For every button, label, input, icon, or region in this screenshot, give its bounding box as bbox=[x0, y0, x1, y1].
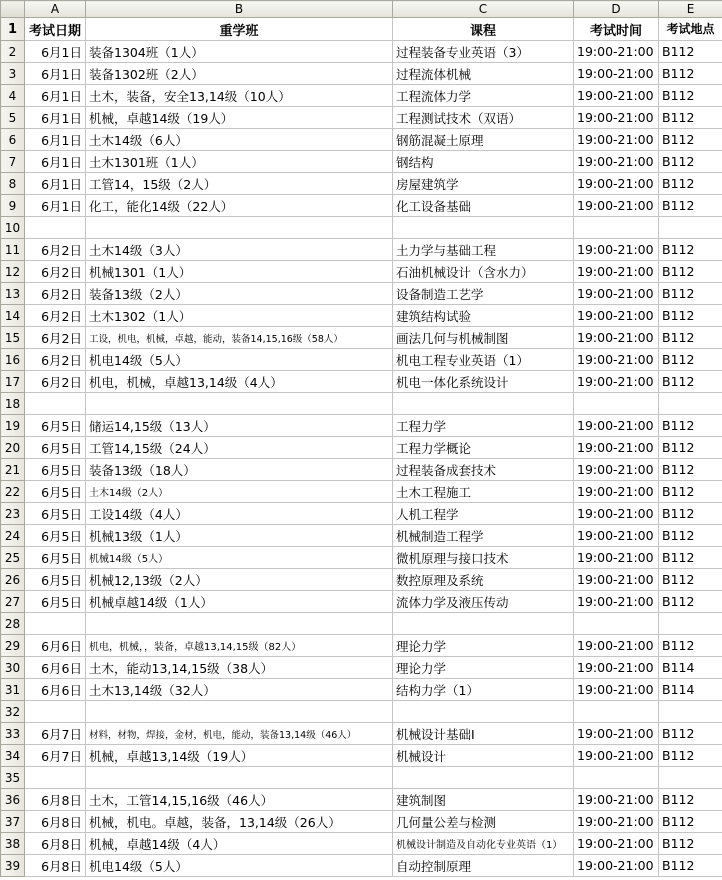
cell-course[interactable]: 建筑制图 bbox=[393, 789, 574, 811]
cell-exam-time[interactable] bbox=[574, 767, 659, 789]
cell-course[interactable]: 理论力学 bbox=[393, 635, 574, 657]
table-row bbox=[1, 789, 722, 811]
column-header-bar bbox=[1, 1, 722, 18]
cell-exam-location[interactable] bbox=[659, 613, 722, 635]
row-number[interactable]: 30 bbox=[1, 657, 25, 679]
row-number[interactable]: 16 bbox=[1, 349, 25, 371]
row-number[interactable]: 39 bbox=[1, 855, 25, 877]
cell-exam-date[interactable]: 6月2日 bbox=[25, 349, 86, 371]
cell-retake-class[interactable]: 机电14级（5人） bbox=[86, 855, 393, 877]
header-retake-class[interactable]: 重学班 bbox=[86, 18, 393, 41]
cell-retake-class[interactable]: 土木，能动13,14,15级（38人） bbox=[86, 657, 393, 679]
cell-exam-time[interactable]: 19:00-21:00 bbox=[574, 503, 659, 525]
cell-exam-date[interactable] bbox=[25, 393, 86, 415]
table-row bbox=[1, 547, 722, 569]
cell-exam-time[interactable]: 19:00-21:00 bbox=[574, 283, 659, 305]
cell-retake-class[interactable] bbox=[86, 767, 393, 789]
table-row bbox=[1, 371, 722, 393]
cell-course[interactable]: 画法几何与机械制图 bbox=[393, 327, 574, 349]
cell-course[interactable]: 化工设备基础 bbox=[393, 195, 574, 217]
cell-exam-location[interactable] bbox=[659, 393, 722, 415]
header-exam-time[interactable]: 考试时间 bbox=[574, 18, 659, 41]
cell-retake-class[interactable]: 机电14级（5人） bbox=[86, 349, 393, 371]
table-row bbox=[1, 63, 722, 85]
cell-exam-location[interactable]: B112 bbox=[659, 151, 722, 173]
cell-exam-time[interactable]: 19:00-21:00 bbox=[574, 745, 659, 767]
cell-exam-location[interactable]: B114 bbox=[659, 657, 722, 679]
row-number[interactable]: 34 bbox=[1, 745, 25, 767]
cell-course[interactable]: 土木工程施工 bbox=[393, 481, 574, 503]
cell-retake-class[interactable]: 机械12,13级（2人） bbox=[86, 569, 393, 591]
cell-exam-location[interactable] bbox=[659, 217, 722, 239]
column-header-b[interactable]: B bbox=[86, 1, 393, 18]
cell-exam-date[interactable]: 6月1日 bbox=[25, 129, 86, 151]
table-row bbox=[1, 613, 722, 635]
cell-course[interactable]: 结构力学（1） bbox=[393, 679, 574, 701]
cell-retake-class[interactable]: 装备13级（2人） bbox=[86, 283, 393, 305]
table-row bbox=[1, 239, 722, 261]
row-number[interactable]: 19 bbox=[1, 415, 25, 437]
cell-course[interactable]: 过程装备专业英语（3） bbox=[393, 41, 574, 63]
cell-course[interactable] bbox=[393, 217, 574, 239]
cell-exam-time[interactable] bbox=[574, 701, 659, 723]
table-row bbox=[1, 679, 722, 701]
cell-exam-location[interactable]: B112 bbox=[659, 41, 722, 63]
header-row bbox=[1, 18, 722, 41]
cell-exam-date[interactable]: 6月5日 bbox=[25, 481, 86, 503]
cell-course[interactable]: 数控原理及系统 bbox=[393, 569, 574, 591]
cell-course[interactable]: 机械制造工程学 bbox=[393, 525, 574, 547]
cell-course[interactable]: 机电一体化系统设计 bbox=[393, 371, 574, 393]
cell-exam-time[interactable] bbox=[574, 613, 659, 635]
table-row bbox=[1, 283, 722, 305]
cell-exam-time[interactable]: 19:00-21:00 bbox=[574, 371, 659, 393]
cell-course[interactable]: 工程测试技术（双语） bbox=[393, 107, 574, 129]
cell-course[interactable]: 设备制造工艺学 bbox=[393, 283, 574, 305]
cell-exam-date[interactable]: 6月1日 bbox=[25, 107, 86, 129]
table-row bbox=[1, 349, 722, 371]
cell-exam-location[interactable]: B112 bbox=[659, 481, 722, 503]
cell-exam-location[interactable]: B112 bbox=[659, 305, 722, 327]
cell-exam-date[interactable] bbox=[25, 613, 86, 635]
cell-exam-location[interactable]: B112 bbox=[659, 415, 722, 437]
cell-exam-date[interactable] bbox=[25, 217, 86, 239]
cell-exam-time[interactable]: 19:00-21:00 bbox=[574, 855, 659, 877]
table-row bbox=[1, 723, 722, 745]
cell-exam-date[interactable]: 6月1日 bbox=[25, 85, 86, 107]
cell-course[interactable] bbox=[393, 701, 574, 723]
table-row bbox=[1, 701, 722, 723]
cell-exam-location[interactable] bbox=[659, 767, 722, 789]
cell-retake-class[interactable]: 工管14,15级（24人） bbox=[86, 437, 393, 459]
cell-retake-class[interactable]: 土木，装备，安全13,14级（10人） bbox=[86, 85, 393, 107]
cell-exam-date[interactable]: 6月5日 bbox=[25, 547, 86, 569]
cell-retake-class[interactable]: 装备1302班（2人） bbox=[86, 63, 393, 85]
table-row bbox=[1, 195, 722, 217]
cell-exam-location[interactable]: B112 bbox=[659, 63, 722, 85]
cell-exam-date[interactable]: 6月1日 bbox=[25, 151, 86, 173]
cell-exam-time[interactable]: 19:00-21:00 bbox=[574, 195, 659, 217]
cell-exam-date[interactable]: 6月1日 bbox=[25, 41, 86, 63]
cell-exam-location[interactable]: B112 bbox=[659, 327, 722, 349]
table-row bbox=[1, 151, 722, 173]
header-course[interactable]: 课程 bbox=[393, 18, 574, 41]
cell-exam-location[interactable]: B112 bbox=[659, 855, 722, 877]
table-row bbox=[1, 261, 722, 283]
cell-retake-class[interactable]: 土木14级（3人） bbox=[86, 239, 393, 261]
cell-exam-time[interactable]: 19:00-21:00 bbox=[574, 437, 659, 459]
cell-exam-location[interactable]: B112 bbox=[659, 85, 722, 107]
row-number[interactable]: 35 bbox=[1, 767, 25, 789]
cell-retake-class[interactable]: 机械14级（5人） bbox=[86, 547, 393, 569]
cell-exam-time[interactable]: 19:00-21:00 bbox=[574, 129, 659, 151]
cell-exam-time[interactable] bbox=[574, 217, 659, 239]
cell-exam-time[interactable]: 19:00-21:00 bbox=[574, 459, 659, 481]
column-header-a[interactable]: A bbox=[25, 1, 86, 18]
cell-exam-date[interactable]: 6月6日 bbox=[25, 679, 86, 701]
cell-exam-time[interactable]: 19:00-21:00 bbox=[574, 107, 659, 129]
cell-exam-location[interactable]: B112 bbox=[659, 261, 722, 283]
table-row bbox=[1, 767, 722, 789]
row-number[interactable]: 14 bbox=[1, 305, 25, 327]
cell-course[interactable]: 机械设计制造及自动化专业英语（1） bbox=[393, 833, 574, 855]
cell-course[interactable]: 工程流体力学 bbox=[393, 85, 574, 107]
cell-course[interactable]: 流体力学及液压传动 bbox=[393, 591, 574, 613]
cell-exam-date[interactable]: 6月7日 bbox=[25, 723, 86, 745]
cell-retake-class[interactable]: 工设14级（4人） bbox=[86, 503, 393, 525]
cell-course[interactable]: 石油机械设计（含水力） bbox=[393, 261, 574, 283]
cell-retake-class[interactable]: 机械，卓越13,14级（19人） bbox=[86, 745, 393, 767]
row-number[interactable]: 27 bbox=[1, 591, 25, 613]
select-all-corner[interactable] bbox=[1, 1, 25, 18]
cell-exam-date[interactable]: 6月1日 bbox=[25, 173, 86, 195]
cell-retake-class[interactable] bbox=[86, 217, 393, 239]
cell-retake-class[interactable]: 机电，机械，，装备，卓越13,14,15级（82人） bbox=[86, 635, 393, 657]
cell-course[interactable]: 钢筋混凝土原理 bbox=[393, 129, 574, 151]
cell-exam-time[interactable]: 19:00-21:00 bbox=[574, 547, 659, 569]
cell-exam-date[interactable] bbox=[25, 767, 86, 789]
table-row bbox=[1, 481, 722, 503]
cell-retake-class[interactable]: 机电，机械，卓越13,14级（4人） bbox=[86, 371, 393, 393]
table-row bbox=[1, 437, 722, 459]
table-row bbox=[1, 327, 722, 349]
cell-exam-date[interactable]: 6月5日 bbox=[25, 525, 86, 547]
cell-exam-time[interactable]: 19:00-21:00 bbox=[574, 569, 659, 591]
cell-exam-time[interactable]: 19:00-21:00 bbox=[574, 679, 659, 701]
cell-retake-class[interactable]: 储运14,15级（13人） bbox=[86, 415, 393, 437]
row-number[interactable]: 23 bbox=[1, 503, 25, 525]
table-row bbox=[1, 811, 722, 833]
cell-exam-date[interactable]: 6月2日 bbox=[25, 283, 86, 305]
cell-exam-time[interactable]: 19:00-21:00 bbox=[574, 481, 659, 503]
cell-course[interactable] bbox=[393, 613, 574, 635]
cell-course[interactable]: 房屋建筑学 bbox=[393, 173, 574, 195]
cell-exam-time[interactable] bbox=[574, 393, 659, 415]
cell-retake-class[interactable]: 材料，材物，焊接，金材，机电，能动，装备13,14级（46人） bbox=[86, 723, 393, 745]
cell-exam-date[interactable]: 6月2日 bbox=[25, 327, 86, 349]
cell-exam-time[interactable]: 19:00-21:00 bbox=[574, 151, 659, 173]
row-number[interactable]: 8 bbox=[1, 173, 25, 195]
cell-exam-location[interactable] bbox=[659, 701, 722, 723]
cell-course[interactable]: 机电工程专业英语（1） bbox=[393, 349, 574, 371]
cell-course[interactable]: 过程流体机械 bbox=[393, 63, 574, 85]
cell-course[interactable]: 机械设计基础I bbox=[393, 723, 574, 745]
cell-exam-time[interactable]: 19:00-21:00 bbox=[574, 635, 659, 657]
cell-exam-time[interactable]: 19:00-21:00 bbox=[574, 789, 659, 811]
cell-exam-location[interactable]: B112 bbox=[659, 349, 722, 371]
cell-retake-class[interactable]: 机械卓越14级（1人） bbox=[86, 591, 393, 613]
cell-exam-location[interactable]: B112 bbox=[659, 723, 722, 745]
cell-retake-class[interactable]: 土木1302（1人） bbox=[86, 305, 393, 327]
row-number[interactable]: 33 bbox=[1, 723, 25, 745]
cell-course[interactable] bbox=[393, 767, 574, 789]
cell-exam-time[interactable]: 19:00-21:00 bbox=[574, 305, 659, 327]
row-number[interactable]: 10 bbox=[1, 217, 25, 239]
row-number[interactable]: 7 bbox=[1, 151, 25, 173]
table-row bbox=[1, 393, 722, 415]
table-row bbox=[1, 503, 722, 525]
row-number[interactable]: 22 bbox=[1, 481, 25, 503]
row-number[interactable]: 17 bbox=[1, 371, 25, 393]
cell-retake-class[interactable]: 土木，工管14,15,16级（46人） bbox=[86, 789, 393, 811]
row-number[interactable]: 3 bbox=[1, 63, 25, 85]
cell-exam-time[interactable]: 19:00-21:00 bbox=[574, 327, 659, 349]
column-header-d[interactable]: D bbox=[574, 1, 659, 18]
table-row bbox=[1, 459, 722, 481]
cell-exam-date[interactable]: 6月2日 bbox=[25, 239, 86, 261]
cell-exam-date[interactable]: 6月6日 bbox=[25, 635, 86, 657]
cell-exam-location[interactable]: B112 bbox=[659, 789, 722, 811]
cell-course[interactable] bbox=[393, 393, 574, 415]
cell-exam-time[interactable]: 19:00-21:00 bbox=[574, 723, 659, 745]
column-header-e[interactable]: E bbox=[659, 1, 722, 18]
row-number[interactable]: 32 bbox=[1, 701, 25, 723]
cell-exam-time[interactable]: 19:00-21:00 bbox=[574, 41, 659, 63]
cell-exam-time[interactable]: 19:00-21:00 bbox=[574, 261, 659, 283]
cell-retake-class[interactable]: 土木1301班（1人） bbox=[86, 151, 393, 173]
table-row bbox=[1, 525, 722, 547]
cell-course[interactable]: 机械设计 bbox=[393, 745, 574, 767]
row-number[interactable]: 9 bbox=[1, 195, 25, 217]
cell-exam-time[interactable]: 19:00-21:00 bbox=[574, 239, 659, 261]
cell-exam-time[interactable]: 19:00-21:00 bbox=[574, 591, 659, 613]
cell-exam-location[interactable]: B112 bbox=[659, 129, 722, 151]
cell-exam-time[interactable]: 19:00-21:00 bbox=[574, 349, 659, 371]
row-number[interactable]: 29 bbox=[1, 635, 25, 657]
row-number[interactable]: 37 bbox=[1, 811, 25, 833]
table-row bbox=[1, 833, 722, 855]
row-number[interactable]: 25 bbox=[1, 547, 25, 569]
cell-course[interactable]: 建筑结构试验 bbox=[393, 305, 574, 327]
cell-exam-location[interactable]: B112 bbox=[659, 591, 722, 613]
column-header-c[interactable]: C bbox=[393, 1, 574, 18]
row-number[interactable]: 20 bbox=[1, 437, 25, 459]
cell-exam-location[interactable]: B112 bbox=[659, 437, 722, 459]
cell-retake-class[interactable] bbox=[86, 701, 393, 723]
cell-exam-location[interactable]: B112 bbox=[659, 459, 722, 481]
cell-exam-date[interactable]: 6月8日 bbox=[25, 811, 86, 833]
table-row bbox=[1, 415, 722, 437]
cell-exam-location[interactable]: B112 bbox=[659, 569, 722, 591]
cell-exam-location[interactable]: B112 bbox=[659, 107, 722, 129]
cell-retake-class[interactable]: 机械1301（1人） bbox=[86, 261, 393, 283]
cell-exam-location[interactable]: B112 bbox=[659, 833, 722, 855]
cell-exam-location[interactable]: B114 bbox=[659, 679, 722, 701]
table-row bbox=[1, 129, 722, 151]
cell-retake-class[interactable] bbox=[86, 393, 393, 415]
cell-exam-location[interactable]: B112 bbox=[659, 173, 722, 195]
cell-exam-date[interactable]: 6月7日 bbox=[25, 745, 86, 767]
cell-exam-time[interactable]: 19:00-21:00 bbox=[574, 833, 659, 855]
row-number[interactable]: 2 bbox=[1, 41, 25, 63]
cell-exam-date[interactable]: 6月2日 bbox=[25, 305, 86, 327]
cell-retake-class[interactable]: 土木14级（2人） bbox=[86, 481, 393, 503]
cell-exam-date[interactable]: 6月2日 bbox=[25, 371, 86, 393]
cell-retake-class[interactable]: 机械，卓越14级（4人） bbox=[86, 833, 393, 855]
cell-exam-date[interactable]: 6月8日 bbox=[25, 789, 86, 811]
row-number[interactable]: 15 bbox=[1, 327, 25, 349]
cell-exam-location[interactable]: B112 bbox=[659, 195, 722, 217]
table-row bbox=[1, 745, 722, 767]
row-number[interactable]: 26 bbox=[1, 569, 25, 591]
cell-exam-location[interactable]: B112 bbox=[659, 547, 722, 569]
cell-exam-date[interactable]: 6月8日 bbox=[25, 833, 86, 855]
cell-exam-location[interactable]: B112 bbox=[659, 371, 722, 393]
cell-exam-time[interactable]: 19:00-21:00 bbox=[574, 525, 659, 547]
cell-exam-date[interactable]: 6月1日 bbox=[25, 63, 86, 85]
cell-course[interactable]: 理论力学 bbox=[393, 657, 574, 679]
cell-retake-class[interactable]: 机械，卓越14级（19人） bbox=[86, 107, 393, 129]
cell-exam-location[interactable]: B112 bbox=[659, 239, 722, 261]
cell-exam-time[interactable]: 19:00-21:00 bbox=[574, 173, 659, 195]
cell-course[interactable]: 工程力学 bbox=[393, 415, 574, 437]
cell-exam-location[interactable]: B112 bbox=[659, 635, 722, 657]
cell-exam-time[interactable]: 19:00-21:00 bbox=[574, 415, 659, 437]
table-row bbox=[1, 217, 722, 239]
cell-exam-date[interactable]: 6月5日 bbox=[25, 569, 86, 591]
table-row bbox=[1, 635, 722, 657]
table-row bbox=[1, 305, 722, 327]
cell-retake-class[interactable]: 土木14级（6人） bbox=[86, 129, 393, 151]
row-number[interactable]: 18 bbox=[1, 393, 25, 415]
cell-course[interactable]: 钢结构 bbox=[393, 151, 574, 173]
cell-exam-time[interactable]: 19:00-21:00 bbox=[574, 85, 659, 107]
table-row bbox=[1, 657, 722, 679]
row-number[interactable]: 13 bbox=[1, 283, 25, 305]
cell-course[interactable]: 微机原理与接口技术 bbox=[393, 547, 574, 569]
cell-retake-class[interactable]: 机械，机电。卓越，装备，13,14级（26人） bbox=[86, 811, 393, 833]
row-number[interactable]: 11 bbox=[1, 239, 25, 261]
cell-exam-date[interactable]: 6月8日 bbox=[25, 855, 86, 877]
table-row bbox=[1, 85, 722, 107]
cell-course[interactable]: 过程装备成套技术 bbox=[393, 459, 574, 481]
row-number[interactable]: 12 bbox=[1, 261, 25, 283]
cell-exam-location[interactable]: B112 bbox=[659, 745, 722, 767]
cell-exam-date[interactable]: 6月5日 bbox=[25, 437, 86, 459]
table-row bbox=[1, 107, 722, 129]
cell-exam-location[interactable]: B112 bbox=[659, 503, 722, 525]
row-number[interactable]: 28 bbox=[1, 613, 25, 635]
row-number[interactable]: 36 bbox=[1, 789, 25, 811]
cell-retake-class[interactable] bbox=[86, 613, 393, 635]
cell-course[interactable]: 土力学与基础工程 bbox=[393, 239, 574, 261]
cell-retake-class[interactable]: 化工，能化14级（22人） bbox=[86, 195, 393, 217]
cell-retake-class[interactable]: 工管14，15级（2人） bbox=[86, 173, 393, 195]
cell-exam-time[interactable]: 19:00-21:00 bbox=[574, 811, 659, 833]
cell-exam-date[interactable]: 6月5日 bbox=[25, 503, 86, 525]
cell-retake-class[interactable]: 装备13级（18人） bbox=[86, 459, 393, 481]
row-number[interactable]: 5 bbox=[1, 107, 25, 129]
cell-exam-date[interactable]: 6月5日 bbox=[25, 591, 86, 613]
row-number[interactable]: 4 bbox=[1, 85, 25, 107]
header-exam-location[interactable]: 考试地点 bbox=[659, 18, 722, 41]
cell-exam-date[interactable]: 6月1日 bbox=[25, 195, 86, 217]
cell-exam-date[interactable] bbox=[25, 701, 86, 723]
cell-retake-class[interactable]: 装备1304班（1人） bbox=[86, 41, 393, 63]
cell-exam-location[interactable]: B112 bbox=[659, 525, 722, 547]
cell-exam-date[interactable]: 6月2日 bbox=[25, 261, 86, 283]
cell-course[interactable]: 自动控制原理 bbox=[393, 855, 574, 877]
table-row bbox=[1, 855, 722, 877]
table-row bbox=[1, 591, 722, 613]
table-row bbox=[1, 41, 722, 63]
cell-retake-class[interactable]: 土木13,14级（32人） bbox=[86, 679, 393, 701]
row-number[interactable]: 38 bbox=[1, 833, 25, 855]
cell-exam-time[interactable]: 19:00-21:00 bbox=[574, 657, 659, 679]
cell-retake-class[interactable]: 机械13级（1人） bbox=[86, 525, 393, 547]
cell-exam-location[interactable]: B112 bbox=[659, 811, 722, 833]
row-number[interactable]: 31 bbox=[1, 679, 25, 701]
row-number[interactable]: 6 bbox=[1, 129, 25, 151]
cell-exam-date[interactable]: 6月5日 bbox=[25, 415, 86, 437]
cell-course[interactable]: 人机工程学 bbox=[393, 503, 574, 525]
cell-exam-time[interactable]: 19:00-21:00 bbox=[574, 63, 659, 85]
cell-exam-date[interactable]: 6月6日 bbox=[25, 657, 86, 679]
table-row bbox=[1, 173, 722, 195]
row-number[interactable]: 24 bbox=[1, 525, 25, 547]
cell-course[interactable]: 工程力学概论 bbox=[393, 437, 574, 459]
header-exam-date[interactable]: 考试日期 bbox=[25, 18, 86, 41]
cell-exam-location[interactable]: B112 bbox=[659, 283, 722, 305]
cell-retake-class[interactable]: 工设，机电，机械，卓越，能动，装备14,15,16级（58人） bbox=[86, 327, 393, 349]
table-row bbox=[1, 569, 722, 591]
row-number[interactable]: 1 bbox=[1, 18, 25, 41]
cell-course[interactable]: 几何量公差与检测 bbox=[393, 811, 574, 833]
cell-exam-date[interactable]: 6月5日 bbox=[25, 459, 86, 481]
row-number[interactable]: 21 bbox=[1, 459, 25, 481]
